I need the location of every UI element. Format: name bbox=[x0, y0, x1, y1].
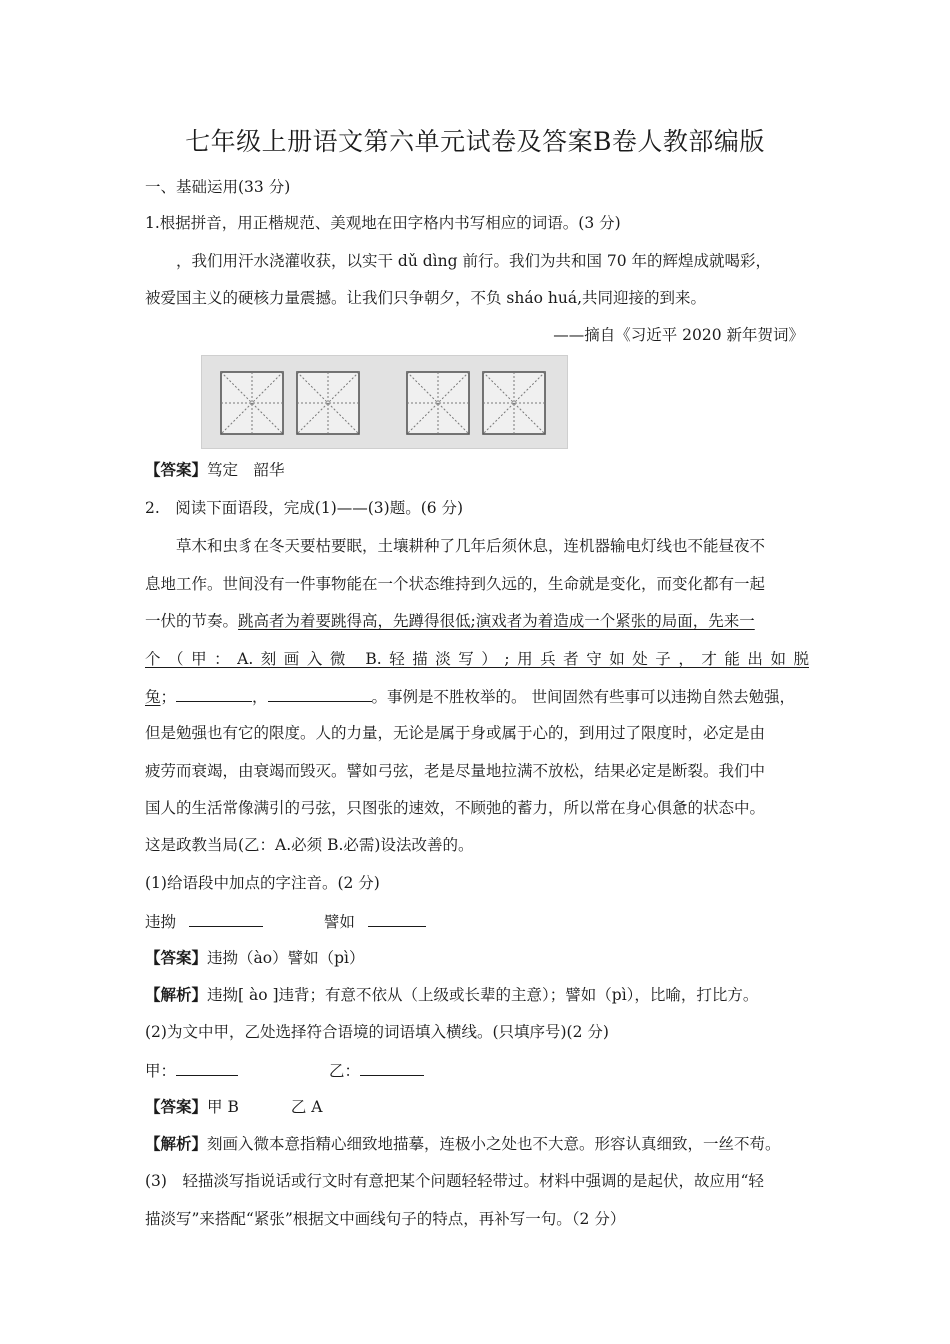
passage-line-2: 息地工作。世间没有一件事物能在一个状态维持到久远的，生命就是变化，而变化都有一起 bbox=[145, 575, 766, 593]
grid-cell bbox=[482, 371, 546, 435]
passage-line-4 bbox=[145, 648, 809, 670]
passage-line-5 bbox=[145, 685, 795, 708]
answer-text: 甲 B bbox=[207, 1098, 239, 1116]
question-1-prompt: 1.根据拼音，用正楷规范、美观地在田字格内书写相应的词语。(3 分) bbox=[145, 214, 621, 232]
section-heading: 一、基础运用(33 分) bbox=[145, 178, 291, 196]
sub-question-2-blanks bbox=[145, 1059, 424, 1082]
word-label: 违拗 bbox=[145, 913, 177, 931]
pinyin-blank[interactable] bbox=[368, 910, 426, 927]
sub-question-2-prompt: (2)为文中甲，乙处选择符合语境的词语填入横线。(只填序号)(2 分) bbox=[145, 1023, 609, 1041]
answer-tag: 【答案】 bbox=[145, 460, 208, 479]
passage-line-6: 但是勉强也有它的限度。人的力量，无论是属于身或属于心的，到用过了限度时，必定是由 bbox=[145, 724, 766, 742]
sub-question-1-prompt: (1)给语段中加点的字注音。(2 分) bbox=[145, 874, 380, 892]
analysis-text: 刻画入微本意指精心细致地描摹，连极小之处也不大意。形容认真细致，一丝不苟。 bbox=[207, 1135, 781, 1153]
fill-blank[interactable] bbox=[268, 685, 372, 702]
underlined-sentence: 个（甲：A.刻画入微 B.轻描淡写）;用兵者守如处子，才能出如脱 bbox=[145, 650, 809, 668]
grid-cell bbox=[406, 371, 470, 435]
blank-label-jia: 甲： bbox=[145, 1062, 177, 1080]
quote-source: ——摘自《习近平 2020 新年贺词》 bbox=[553, 326, 804, 344]
passage-line-9: 这是政教当局(乙：A.必须 B.必需)设法改善的。 bbox=[145, 836, 474, 854]
answer-text: 笃定 韶华 bbox=[207, 461, 285, 479]
fill-blank[interactable] bbox=[176, 685, 252, 702]
passage-text: ； bbox=[160, 688, 177, 706]
passage-line-8: 国人的生活常像满引的弓弦，只图张的速效，不顾弛的蓄力，所以常在身心俱惫的状态中。 bbox=[145, 799, 766, 817]
word-label: 譬如 bbox=[323, 913, 355, 931]
passage-line-1: 草木和虫豸在冬天要枯要眠，土壤耕种了几年后须休息，连机器输电灯线也不能昼夜不 bbox=[176, 537, 766, 555]
answer-text: 违拗（ào）譬如（pì） bbox=[207, 949, 365, 967]
answer-tag: 【答案】 bbox=[145, 948, 208, 967]
analysis-tag: 【解析】 bbox=[145, 985, 208, 1004]
question-2-prompt: 2. 阅读下面语段，完成(1)——(3)题。(6 分) bbox=[145, 499, 464, 517]
analysis-tag: 【解析】 bbox=[145, 1134, 208, 1153]
fill-blank[interactable] bbox=[360, 1059, 424, 1076]
sub-question-2-answer bbox=[145, 1096, 322, 1118]
sub-question-3-line-1: (3) 轻描淡写指说话或行文时有意把某个问题轻轻带过。材料中强调的是起伏，故应用“轻 bbox=[145, 1172, 764, 1190]
sub-question-1-blanks bbox=[145, 910, 426, 933]
sub-question-2-analysis bbox=[145, 1133, 781, 1155]
passage-line-7: 疲劳而衰竭，由衰竭而毁灭。譬如弓弦，老是尽量地拉满不放松，结果必定是断裂。我们中 bbox=[145, 762, 766, 780]
question-1-paragraph-line-2: 被爱国主义的硬核力量震撼。让我们只争朝夕，不负 sháo huá,共同迎接的到来。 bbox=[145, 289, 706, 307]
passage-text: 一伏的节奏。 bbox=[145, 612, 239, 630]
pinyin-blank[interactable] bbox=[189, 910, 263, 927]
underlined-sentence: 兔 bbox=[145, 688, 161, 706]
grid-cell bbox=[220, 371, 284, 435]
analysis-text: 违拗[ ào ]违背；有意不依从（上级或长辈的主意）；譬如（pì），比喻，打比方。 bbox=[207, 986, 759, 1004]
answer-text: 乙 A bbox=[290, 1098, 323, 1116]
sub-question-1-answer bbox=[145, 947, 364, 969]
grid-cell bbox=[296, 371, 360, 435]
question-1-answer bbox=[145, 459, 285, 481]
question-1-paragraph-line-1: ，我们用汗水浇灌收获，以实干 dǔ dìng 前行。我们为共和国 70 年的辉煌成就喝彩， bbox=[176, 252, 772, 270]
underlined-sentence: 跳高者为着要跳得高，先蹲得很低;演戏者为着造成一个紧张的局面，先来一 bbox=[238, 612, 755, 630]
sub-question-1-analysis bbox=[145, 984, 758, 1006]
answer-tag: 【答案】 bbox=[145, 1097, 208, 1116]
page-title: 七年级上册语文第六单元试卷及答案B卷人教部编版 bbox=[185, 127, 765, 156]
passage-line-3 bbox=[145, 610, 755, 632]
passage-text: ， bbox=[252, 688, 268, 706]
writing-grid-image bbox=[201, 355, 568, 449]
passage-text: 。事例是不胜枚举的。 世间固然有些事可以违拗自然去勉强， bbox=[371, 688, 795, 706]
fill-blank[interactable] bbox=[176, 1059, 238, 1076]
blank-label-yi: 乙： bbox=[328, 1062, 360, 1080]
sub-question-3-line-2: 描淡写”来搭配“紧张”根据文中画线句子的特点，再补写一句。（2 分） bbox=[145, 1210, 626, 1228]
